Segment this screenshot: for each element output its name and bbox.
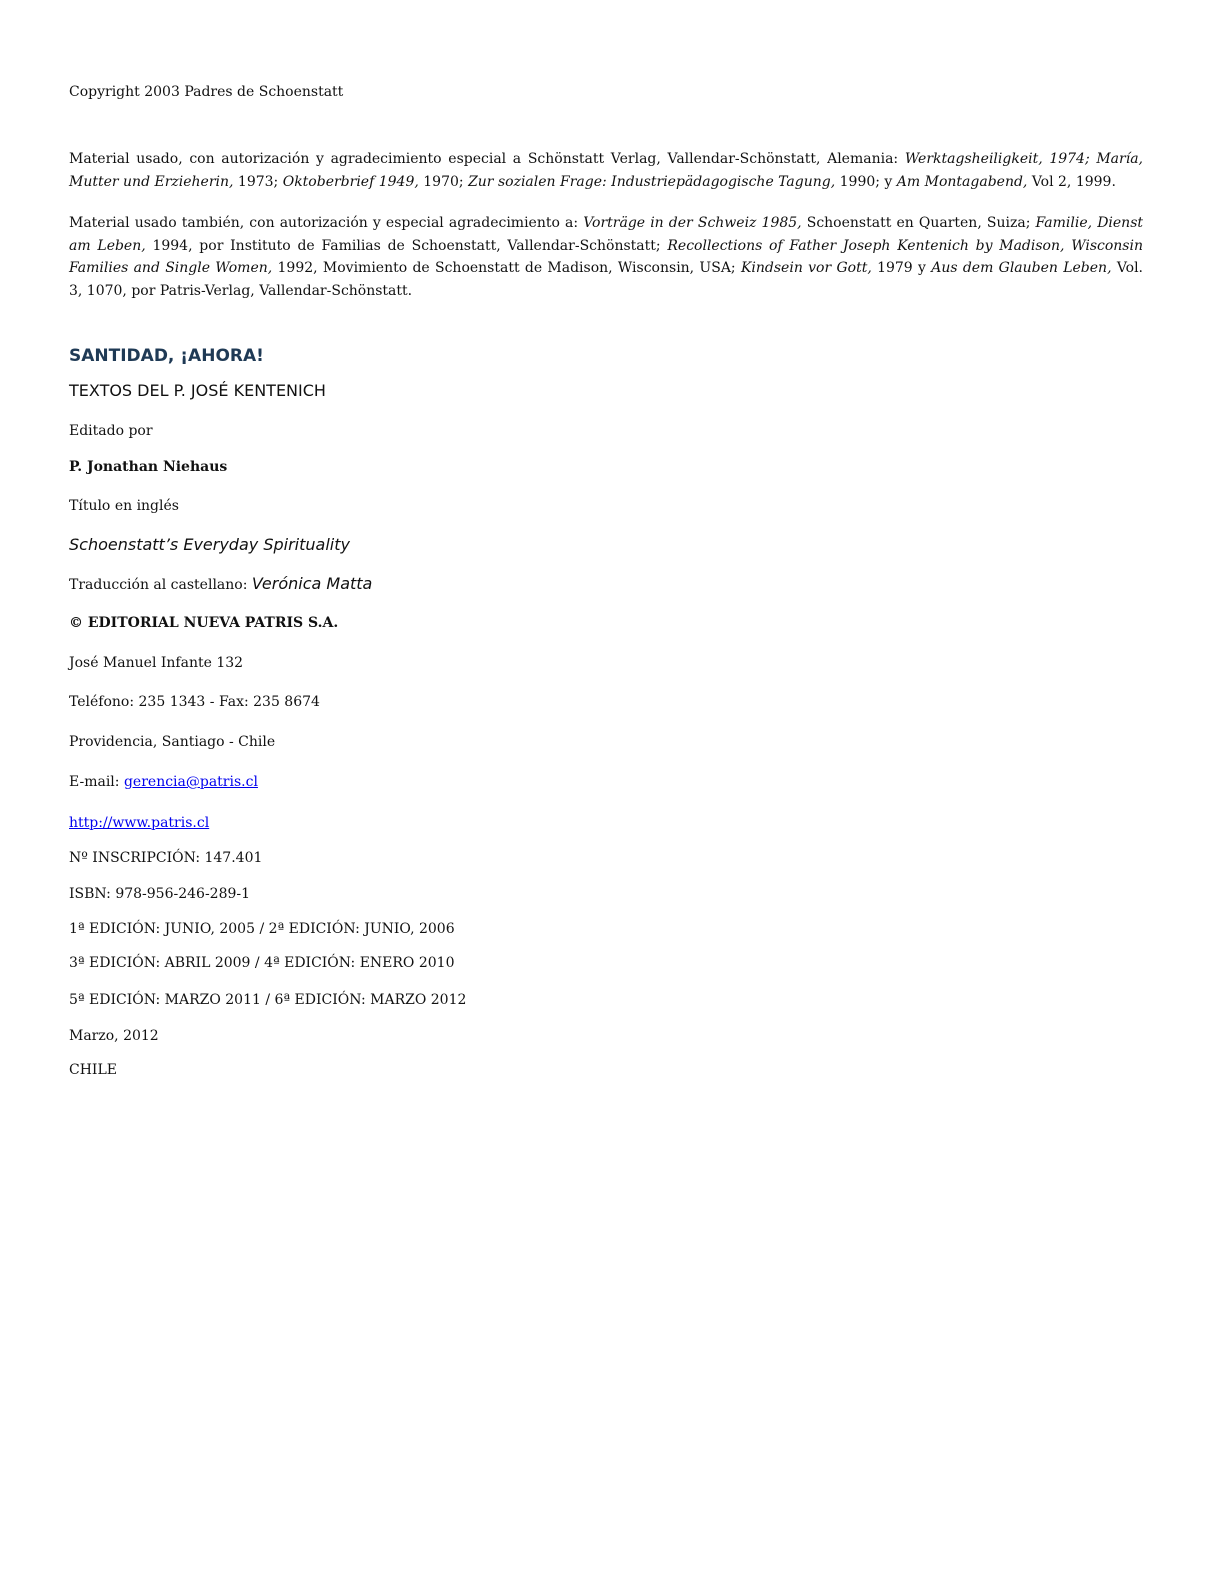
para2-seg: Material usado también, con autorización y especial agradecimiento a: <box>69 215 584 231</box>
publisher-phone: Teléfono: 235 1343 - Fax: 235 8674 <box>69 694 320 710</box>
para1-seg: Vol 2, 1999. <box>1027 173 1116 190</box>
edition-line-1: 1ª EDICIÓN: JUNIO, 2005 / 2ª EDICIÓN: JUNIO, 2006 <box>69 921 455 937</box>
copyright-line: Copyright 2003 Padres de Schoenstatt <box>69 84 344 100</box>
material-paragraph-2 <box>69 212 1143 302</box>
para2-seg: Schoenstatt en Quarten, Suiza; <box>801 215 1036 231</box>
translation-label: Traducción al castellano: <box>69 577 252 593</box>
para1-seg: 1970; <box>418 173 469 190</box>
email-link[interactable]: gerencia@patris.cl <box>123 774 258 790</box>
registration-number: Nº INSCRIPCIÓN: 147.401 <box>69 850 263 866</box>
translator-name: Verónica Matta <box>251 574 373 593</box>
para2-seg: Recollections of Father Joseph Kentenich by Madison, Wisconsin Families and Single Women, <box>69 237 1143 276</box>
publisher-city: Providencia, Santiago - Chile <box>69 734 276 750</box>
para2-seg: Vol. 3, 1070, por Patris-Verlag, Vallendar-Schönstatt. <box>69 260 1144 299</box>
english-title: Schoenstatt’s Everyday Spirituality <box>69 535 350 554</box>
para2-seg: Familie, Dienst am Leben, <box>69 215 1144 254</box>
editor-name: P. Jonathan Niehaus <box>69 459 228 475</box>
country: CHILE <box>69 1062 117 1078</box>
edited-by-label: Editado por <box>69 423 153 439</box>
para1-seg: Material usado, con autorización y agradecimiento especial a Schönstatt Verlag, Vallendar-Schönstatt, Alemania: <box>69 151 905 167</box>
email-line <box>69 773 258 791</box>
publisher-address: José Manuel Infante 132 <box>69 655 244 671</box>
website-line <box>69 814 209 832</box>
edition-line-2: 3ª EDICIÓN: ABRIL 2009 / 4ª EDICIÓN: ENERO 2010 <box>69 955 455 971</box>
isbn: ISBN: 978-956-246-289-1 <box>69 886 251 902</box>
edition-line-3: 5ª EDICIÓN: MARZO 2011 / 6ª EDICIÓN: MARZO 2012 <box>69 992 467 1008</box>
para1-seg: Oktoberbrief 1949, <box>282 173 419 190</box>
publication-date: Marzo, 2012 <box>69 1028 159 1044</box>
book-title: SANTIDAD, ¡AHORA! <box>69 346 264 366</box>
english-title-label: Título en inglés <box>69 498 179 514</box>
para2-seg: Kindsein vor Gott, <box>740 260 872 276</box>
email-label: E-mail: <box>69 774 124 790</box>
para1-seg: Am Montagabend, <box>896 173 1028 190</box>
para1-seg: 1990; y <box>835 173 897 190</box>
para1-seg: Zur sozialen Frage: Industriepädagogische Tagung, <box>468 173 836 190</box>
translation-line <box>69 574 372 595</box>
publisher-name: © EDITORIAL NUEVA PATRIS S.A. <box>69 615 339 631</box>
para1-seg: Werktagsheiligkeit, 1974; María, Mutter und Erzieherin, <box>69 151 1143 190</box>
para1-seg: 1973; <box>233 173 283 190</box>
para2-seg: 1979 y <box>871 260 932 276</box>
material-paragraph-1 <box>69 148 1143 193</box>
book-subtitle: TEXTOS DEL P. JOSÉ KENTENICH <box>69 381 326 400</box>
para2-seg: 1994, por Instituto de Familias de Schoenstatt, Vallendar-Schönstatt; <box>145 237 668 254</box>
website-link[interactable]: http://www.patris.cl <box>69 815 210 831</box>
para2-seg: Vorträge in der Schweiz 1985, <box>583 215 802 231</box>
para2-seg: Aus dem Glauben Leben, <box>931 260 1112 276</box>
para2-seg: 1992, Movimiento de Schoenstatt de Madison, Wisconsin, USA; <box>272 260 741 276</box>
